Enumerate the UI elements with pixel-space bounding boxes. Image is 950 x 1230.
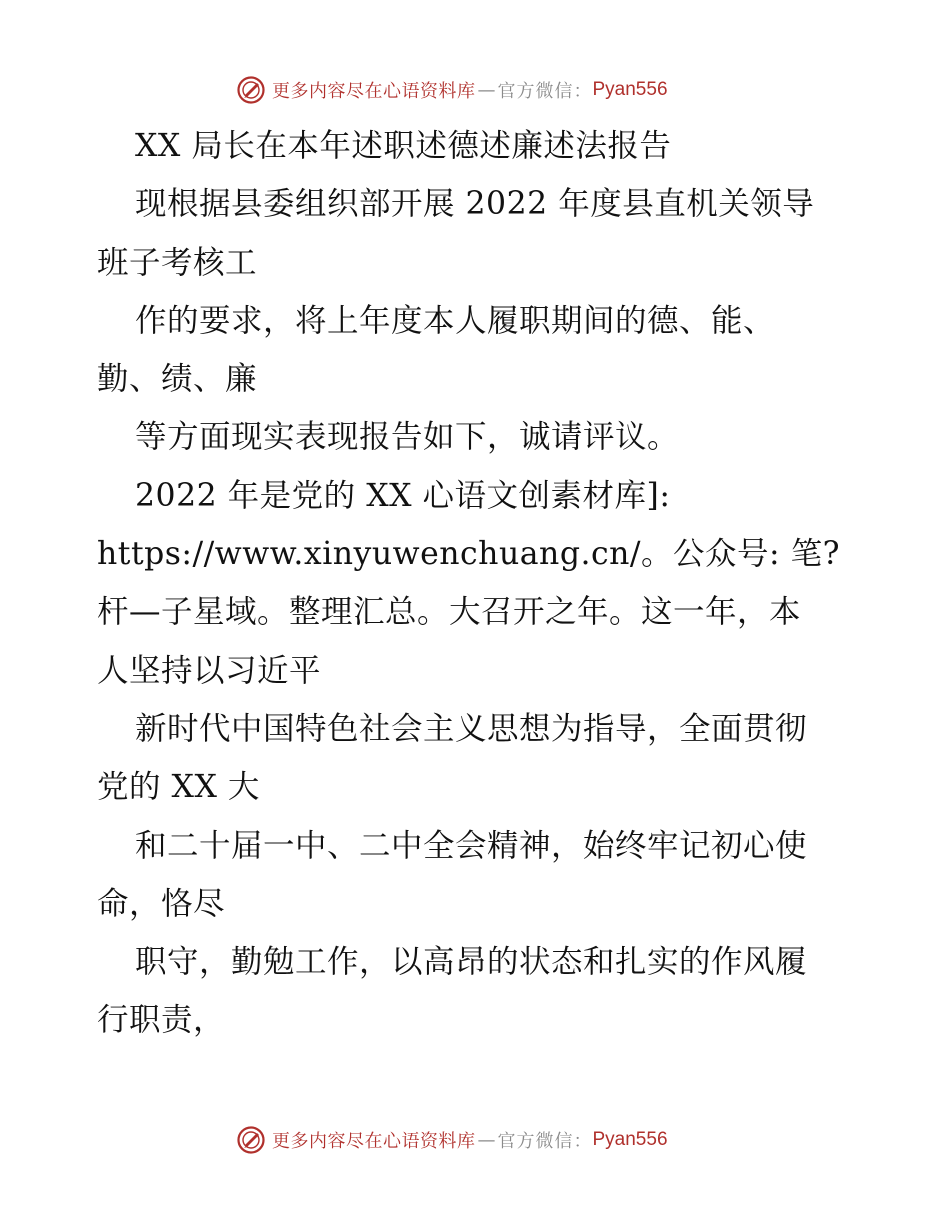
- text-line: 等方面现实表现报告如下，诚请评议。: [135, 419, 680, 456]
- text-line: 和二十届一中、二中全会精神，始终牢记初心使: [135, 827, 808, 864]
- text-line: 班子考核工: [97, 244, 258, 281]
- watermark-separator: —: [477, 1129, 496, 1151]
- document-body: [97, 117, 857, 1050]
- text-line: 命，恪尽: [97, 885, 226, 922]
- text-line: 作的要求，将上年度本人履职期间的德、能、: [135, 302, 776, 339]
- watermark-brand: 更多内容尽在心语资料库: [272, 1131, 476, 1152]
- watermark-label: 官方微信：: [497, 81, 593, 102]
- red-seal-icon: [236, 1125, 266, 1155]
- watermark-label: 官方微信：: [497, 1131, 593, 1152]
- footer-watermark: [236, 1123, 668, 1157]
- text-line: 行职责，: [97, 1002, 226, 1039]
- text-line: https://www.xinyuwenchuang.cn/。公众号: 笔?: [97, 536, 841, 573]
- text-line: 杆—子星域。整理汇总。大召开之年。这一年，本: [97, 594, 802, 631]
- text-line: 党的 XX 大: [97, 769, 260, 806]
- watermark-wechat-id: Pyan556: [592, 79, 668, 100]
- watermark-wechat-id: Pyan556: [592, 1129, 668, 1150]
- watermark-brand: 更多内容尽在心语资料库: [272, 81, 476, 102]
- text-line: 2022 年是党的 XX 心语文创素材库]:: [135, 477, 671, 514]
- header-watermark: [236, 73, 668, 107]
- text-line: 现根据县委组织部开展 2022 年度县直机关领导: [135, 186, 815, 223]
- text-line: 新时代中国特色社会主义思想为指导，全面贯彻: [135, 710, 808, 747]
- text-line: 勤、绩、廉: [97, 361, 258, 398]
- text-line: 职守，勤勉工作，以高昂的状态和扎实的作风履: [135, 944, 808, 981]
- red-seal-icon: [236, 75, 266, 105]
- watermark-separator: —: [477, 79, 496, 101]
- document-title: XX 局长在本年述职述德述廉述法报告: [135, 128, 672, 164]
- text-line: 人坚持以习近平: [97, 652, 322, 689]
